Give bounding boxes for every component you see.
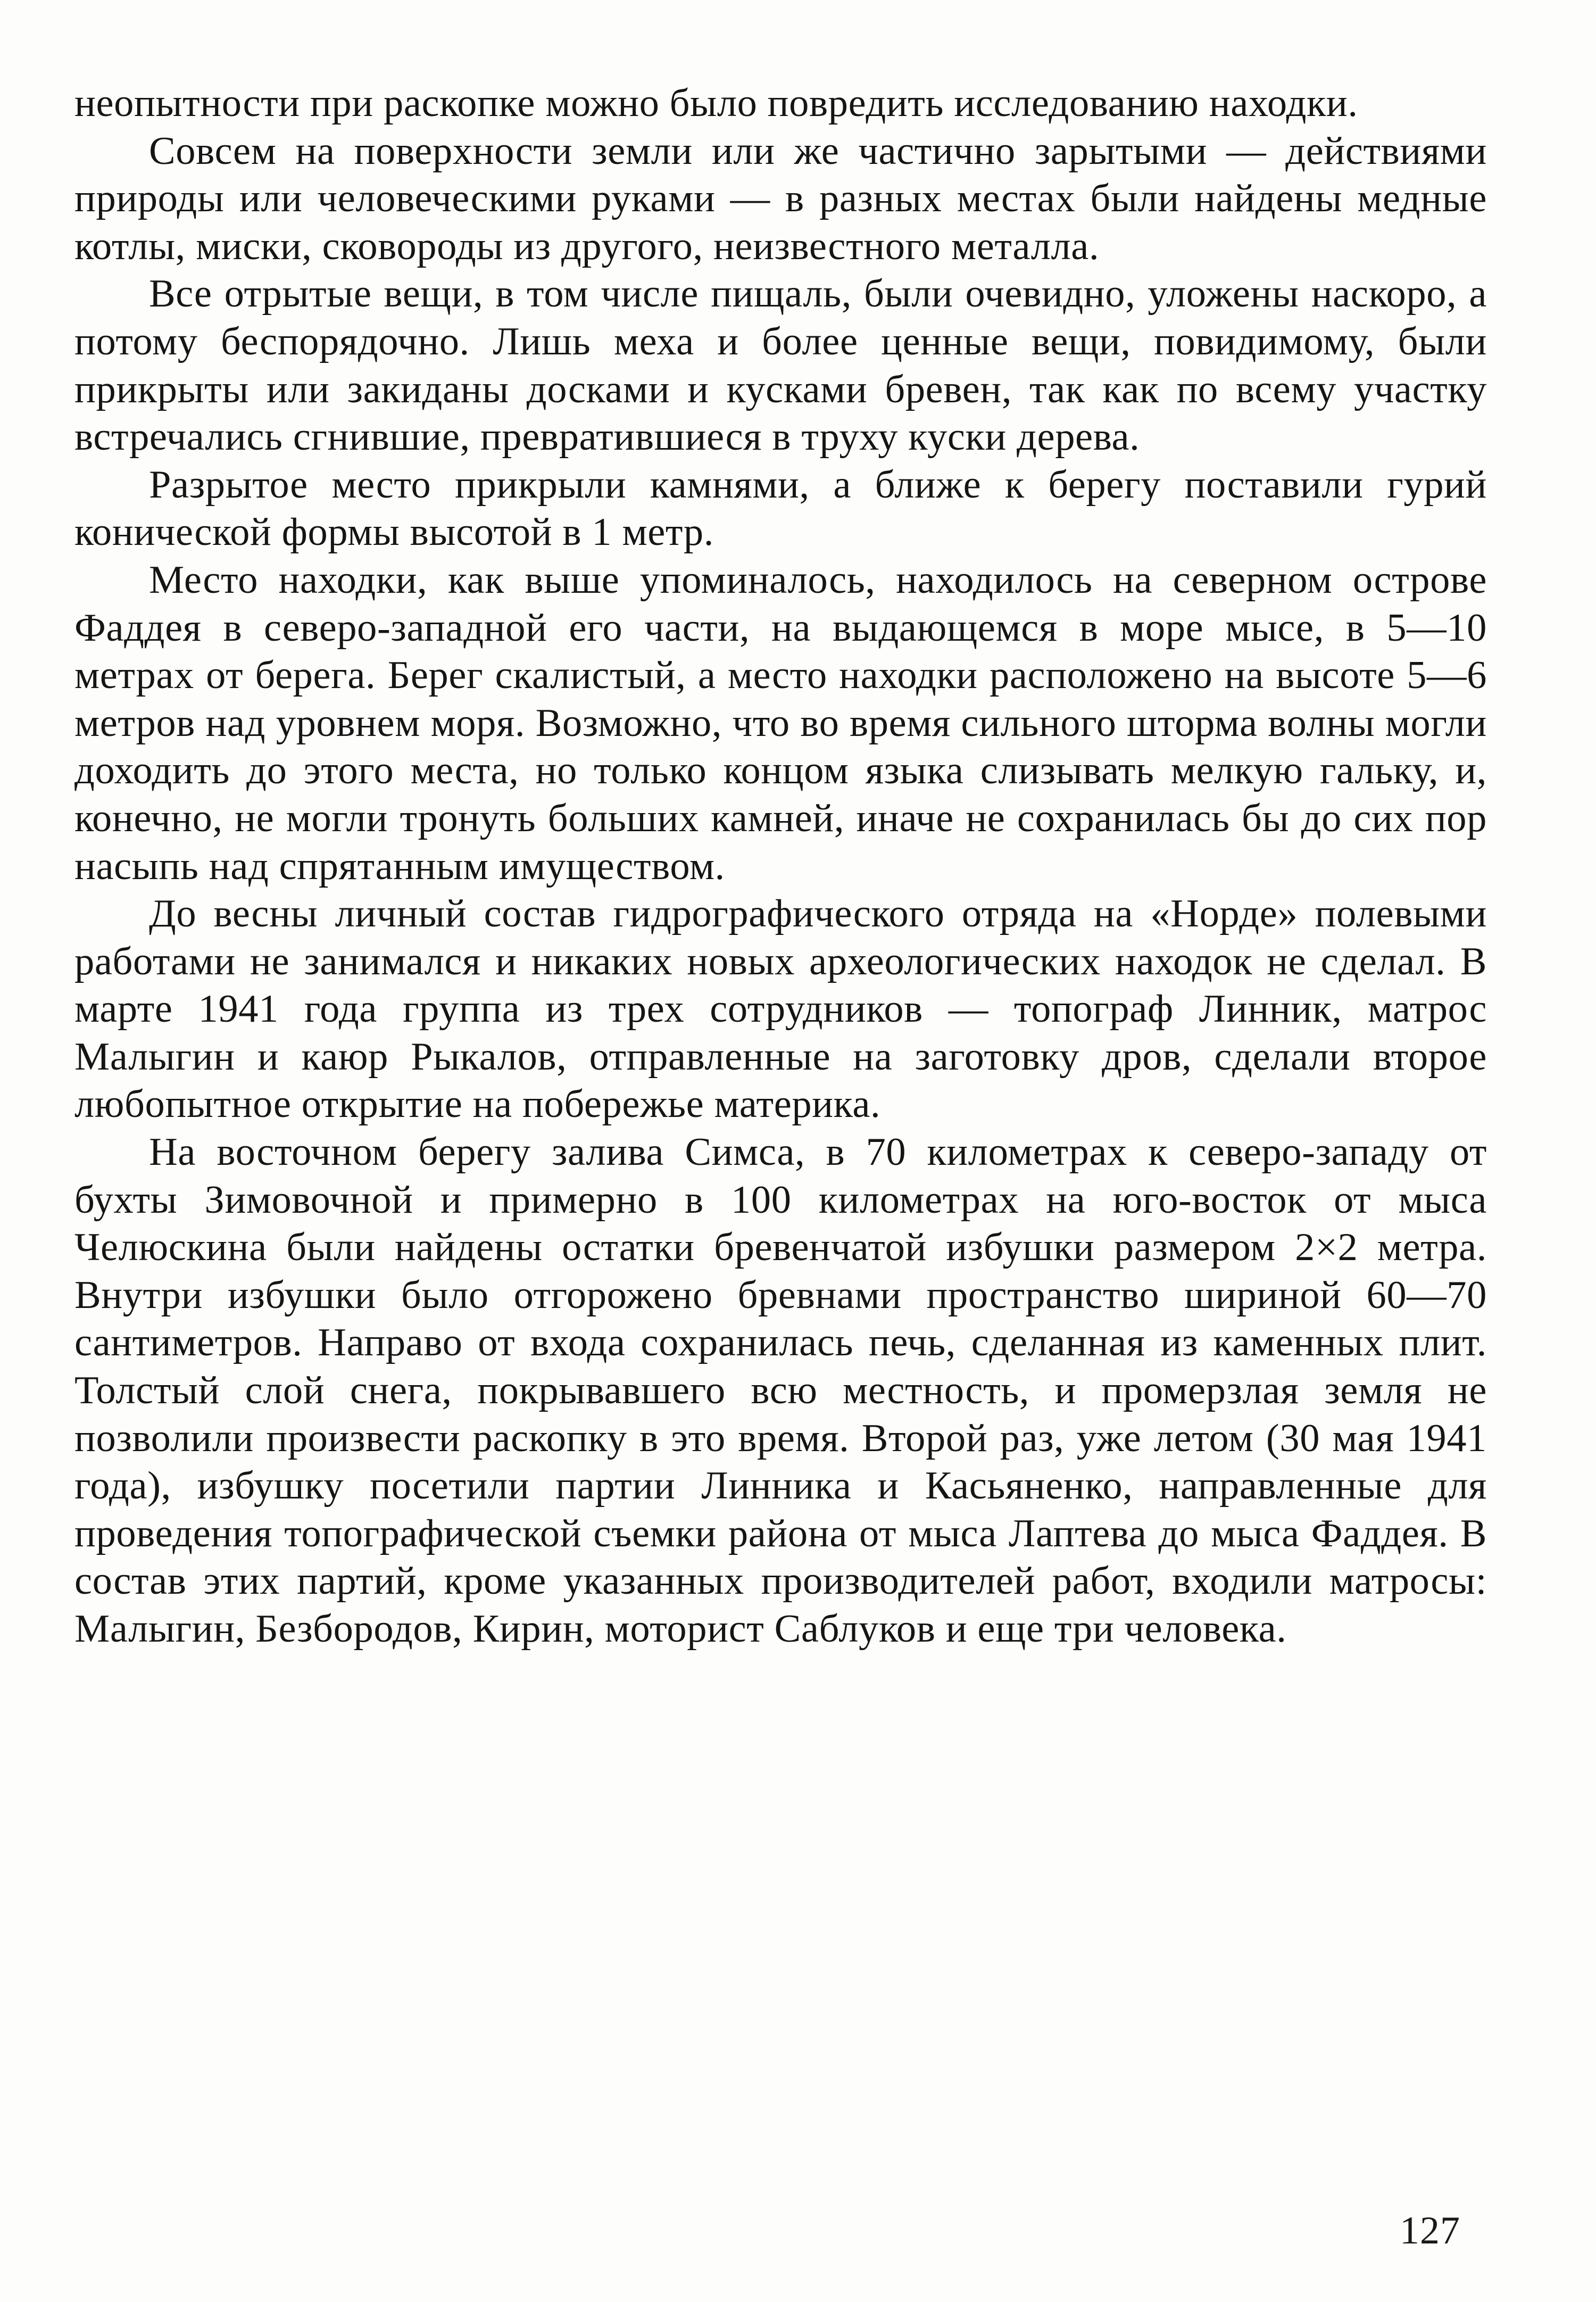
page-number: 127 [1400,2209,1460,2253]
body-text [74,80,1487,1653]
paragraph-continuation: неопытности при раскопке можно было повредить исследованию находки. [74,81,1358,125]
paragraph-find-location: Место находки, как выше упоминалось, находилось на северном острове Фаддея в северо-западной его части, на выдающемся в море мысе, в 5—10 метрах от берега. Берег скалистый, а место находки расположено на высоте 5—6 метров над уровнем моря. Возможно, что во время сильного шторма волны могли доходить до этого места, но только концом языка слизывать мелкую гальку, и, конечно, не могли тронуть больших камней, иначе не сохранилась бы до сих пор насыпь над спрятанным имуществом. [74,558,1487,888]
paragraph-spring-discovery: До весны личный состав гидрографического отряда на «Норде» полевыми работами не занимался и никаких новых археологических находок не сделал. В марте 1941 года группа из трех сотрудников — топограф Линник, матрос Малыгин и каюр Рыкалов, отправленные на заготовку дров, сделали второе любопытное открытие на побережье материка. [74,892,1487,1127]
paragraph-cairn: Разрытое место прикрыли камнями, а ближе к берегу поставили гурий конической формы высотой в 1 метр. [74,462,1487,554]
paragraph-metal-finds: Совсем на поверхности земли или же частично зарытыми — действиями природы или человеческими руками — в разных местах были найдены медные котлы, миски, сковороды из другого, неизвестного металла. [74,129,1487,268]
paragraph-log-hut: На восточном берегу залива Симса, в 70 километрах к северо-западу от бухты Зимовочной и примерно в 100 километрах на юго-восток от мыса Челюскина были найдены остатки бревенчатой избушки размером 2×2 метра. Внутри избушки было отгорожено бревнами пространство шириной 60—70 сантиметров. Направо от входа сохранилась печь, сделанная из каменных плит. Толстый слой снега, покрывавшего всю местность, и промерзлая земля не позволили произвести раскопку в это время. Второй раз, уже летом (30 мая 1941 года), избушку посетили партии Линника и Касьяненко, направленные для проведения топографической съемки района от мыса Лаптева до мыса Фаддея. В состав этих партий, кроме указанных производителей работ, входили матросы: Малыгин, Безбородов, Кирин, моторист Саблуков и еще три человека. [74,1130,1487,1651]
paragraph-excavated-items: Все отрытые вещи, в том числе пищаль, были очевидно, уложены наскоро, а потому беспорядочно. Лишь меха и более ценные вещи, повидимому, были прикрыты или закиданы досками и кусками бревен, так как по всему участку встречались сгнившие, превратившиеся в труху куски дерева. [74,272,1487,459]
